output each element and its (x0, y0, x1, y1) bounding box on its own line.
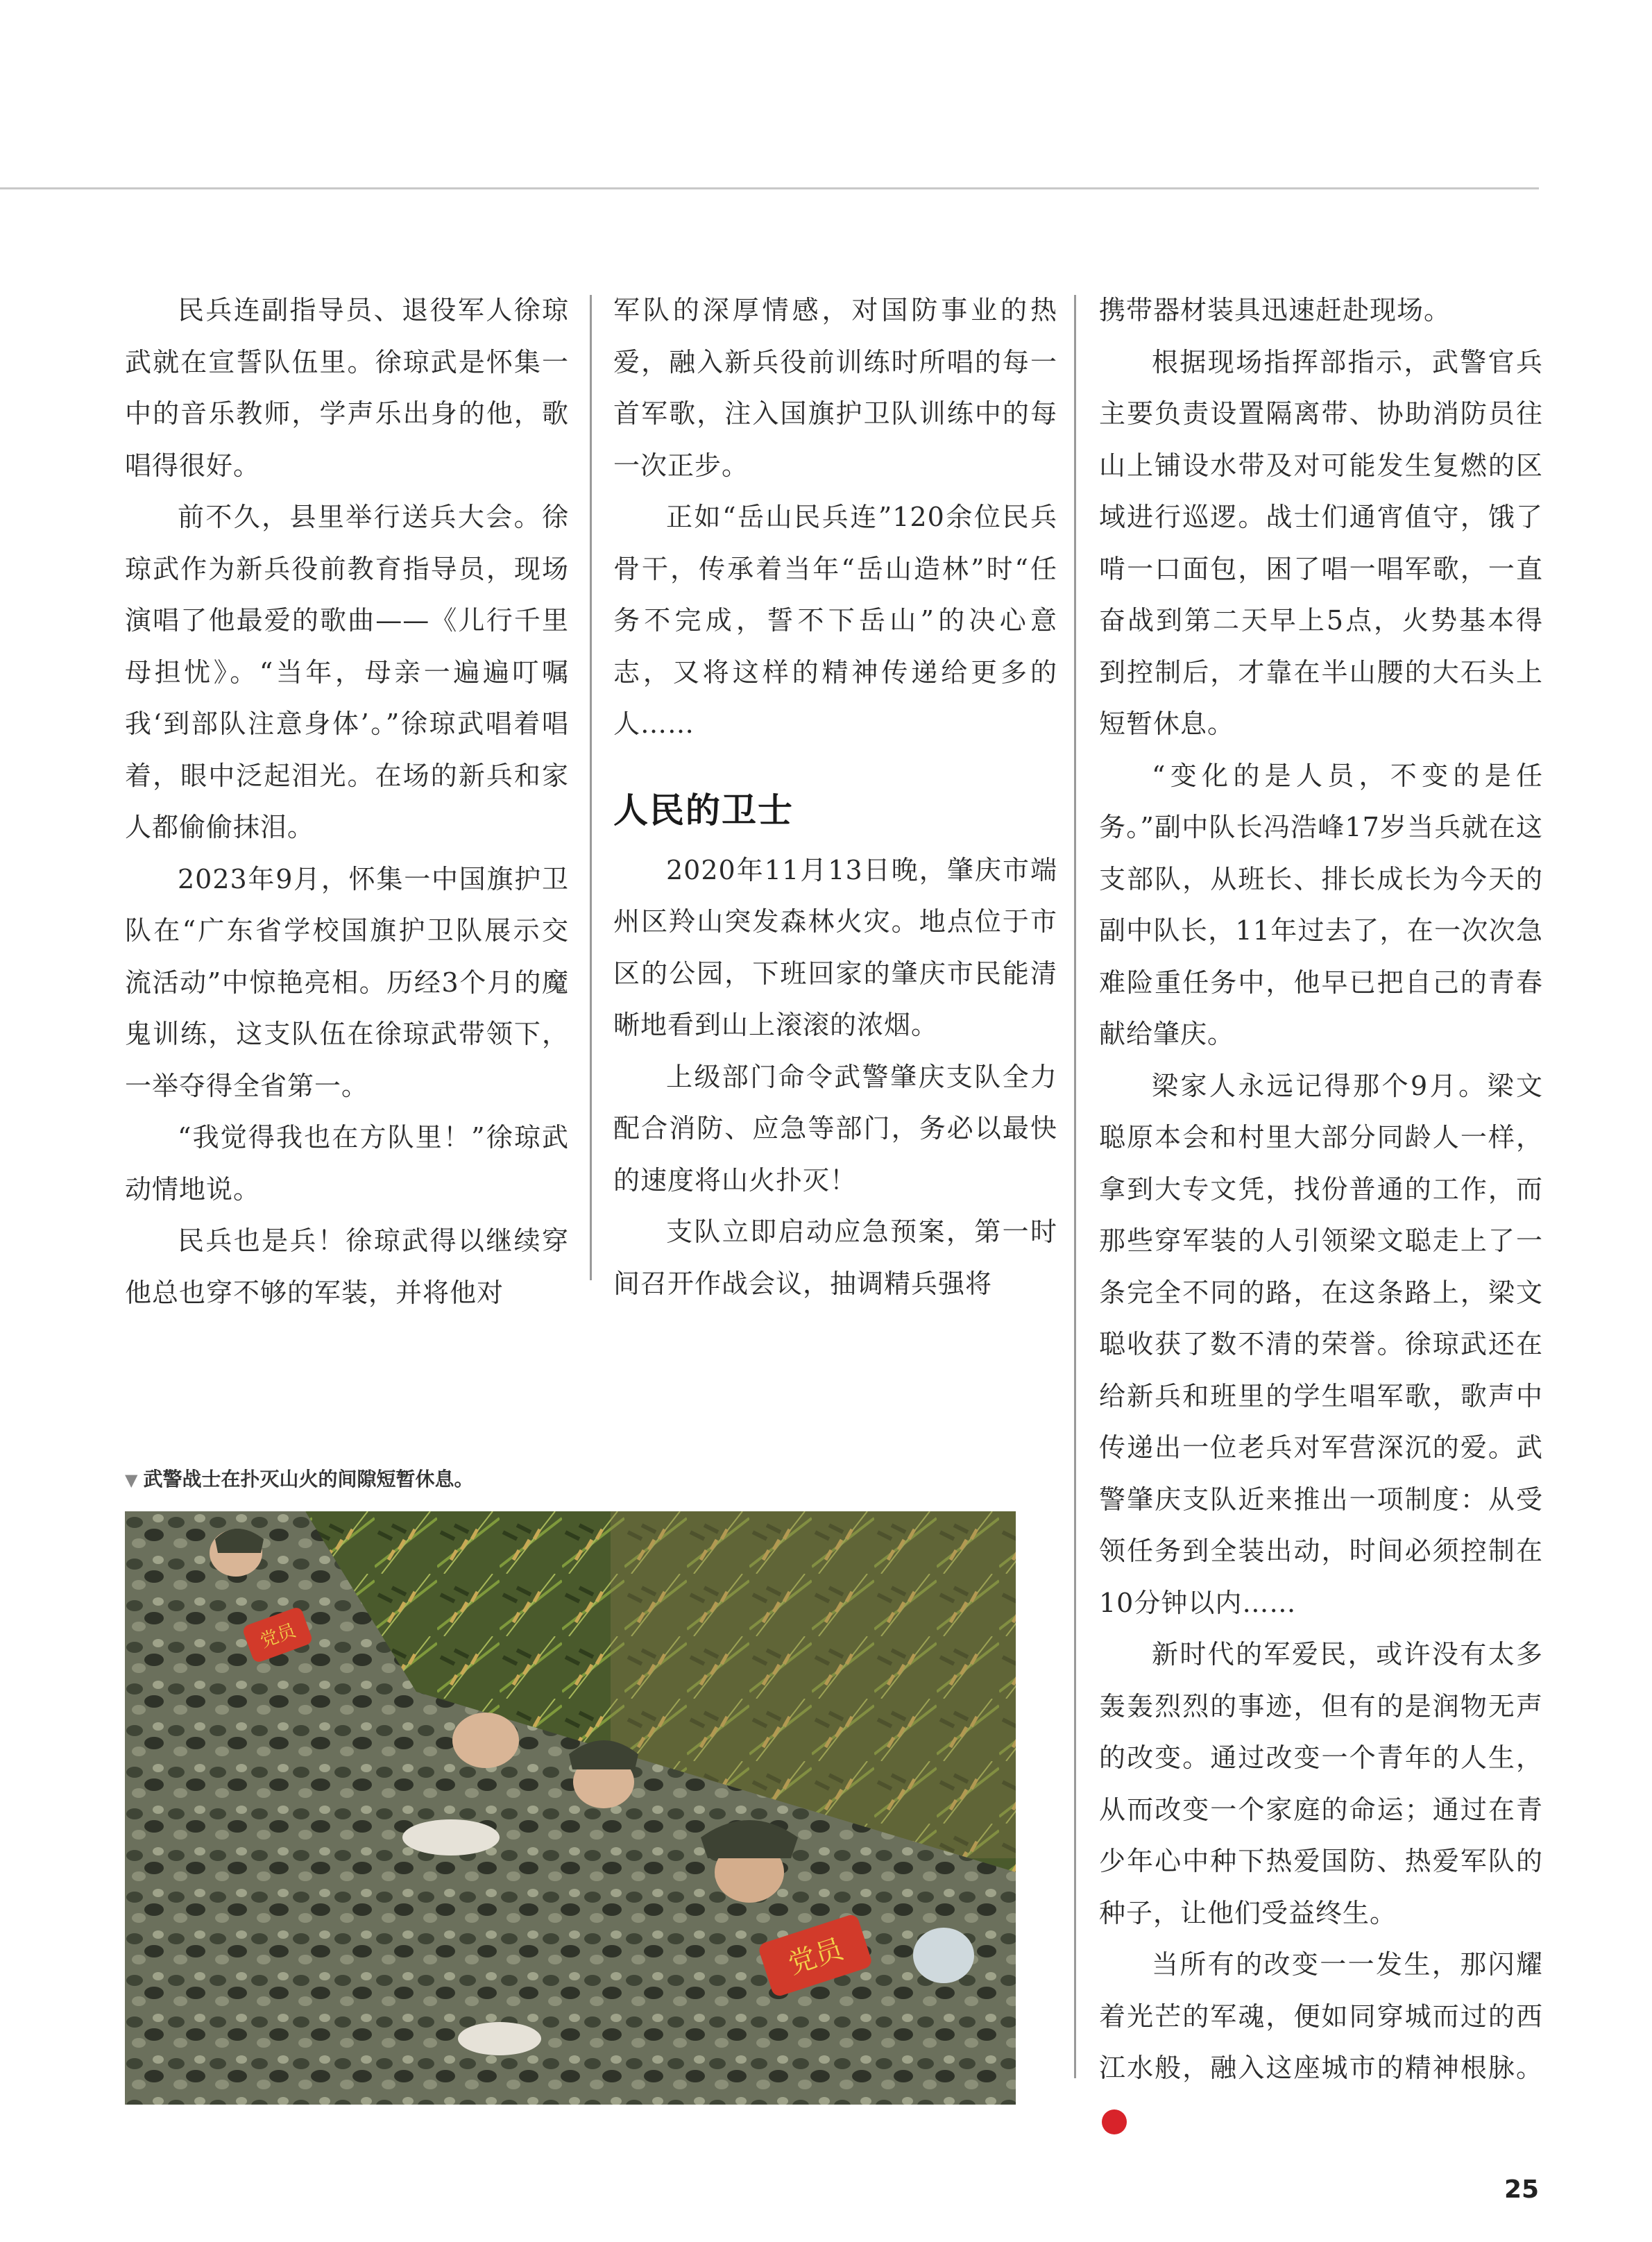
caption-text: 武警战士在扑灭山火的间隙短暂休息。 (143, 1468, 474, 1491)
page-number: 25 (1504, 2175, 1540, 2204)
paragraph: 根据现场指挥部指示，武警官兵主要负责设置隔离带、协助消防员往山上铺设水带及对可能发生复燃的区域进行巡逻。战士们通宵值守，饿了啃一口面包，困了唱一唱军歌，一直奋战到第二天早上5点，火势基本得到控制后，才靠在半山腰的大石头上短暂休息。 (1099, 346, 1543, 739)
paragraph: “变化的是人员，不变的是任务。”副中队长冯浩峰17岁当兵就在这支部队，从班长、排长成长为今天的副中队长，11年过去了，在一次次急难险重任务中，他早已把自己的青春献给肇庆。 (1099, 760, 1543, 1049)
paragraph-final (1099, 1939, 1543, 2146)
paragraph: “我觉得我也在方队里！”徐琼武动情地说。 (125, 1122, 569, 1205)
paragraph: 2020年11月13日晚，肇庆市端州区羚山突发森林火灾。地点位于市区的公园，下班回家的肇庆市民能清晰地看到山上滚滚的浓烟。 (613, 854, 1057, 1040)
caption-triangle-icon: ▼ (125, 1470, 138, 1490)
paragraph: 前不久，县里举行送兵大会。徐琼武作为新兵役前教育指导员，现场演唱了他最爱的歌曲——《儿行千里母担忧》。“当年，母亲一遍遍叮嘱我‘到部队注意身体’。”徐琼武唱着唱着，眼中泛起泪光。在场的新兵和家人都偷偷抹泪。 (125, 502, 569, 842)
paragraph: 上级部门命令武警肇庆支队全力配合消防、应急等部门，务必以最快的速度将山火扑灭！ (613, 1061, 1057, 1196)
paragraph: 梁家人永远记得那个9月。梁文聪原本会和村里大部分同龄人一样，拿到大专文凭，找份普通的工作，而那些穿军装的人引领梁文聪走上了一条完全不同的路，在这条路上，梁文聪收获了数不清的荣誉。徐琼武还在给新兵和班里的学生唱军歌，歌声中传递出一位老兵对军营深沉的爱。武警肇庆支队近来推出一项制度：从受领任务到全装出动，时间必须控制在10分钟以内…… (1099, 1070, 1543, 1618)
paragraph-text: 当所有的改变一一发生，那闪耀着光芒的军魂，便如同穿城而过的西江水般，融入这座城市的精神根脉。 (1099, 1949, 1543, 2083)
column-divider (590, 295, 592, 1280)
article-column-3 (1099, 285, 1543, 2146)
paragraph: 2023年9月，怀集一中国旗护卫队在“广东省学校国旗护卫队展示交流活动”中惊艳亮相。历经3个月的魔鬼训练，这支队伍在徐琼武带领下，一举夺得全省第一。 (125, 863, 569, 1101)
header-rule (0, 187, 1539, 189)
paragraph: 携带器材装具迅速赶赴现场。 (1099, 295, 1451, 325)
photo-resting-soldiers (125, 1511, 1016, 2105)
paragraph: 军队的深厚情感，对国防事业的热爱，融入新兵役前训练时所唱的每一首军歌，注入国旗护卫队训练中的每一次正步。 (613, 295, 1057, 481)
paragraph: 新时代的军爱民，或许没有太多轰轰烈烈的事迹，但有的是润物无声的改变。通过改变一个青年的人生，从而改变一个家庭的命运；通过在青少年心中种下热爱国防、热爱军队的种子，让他们受益终生。 (1099, 1639, 1543, 1928)
paragraph: 民兵也是兵！徐琼武得以继续穿他总也穿不够的军装，并将他对 (125, 1225, 569, 1308)
paragraph: 正如“岳山民兵连”120余位民兵骨干，传承着当年“岳山造林”时“任务不完成，誓不下岳山”的决心意志，又将这样的精神传递给更多的人…… (613, 502, 1057, 739)
end-mark-icon: N (1102, 2109, 1127, 2134)
armband-text: 党员 (784, 1933, 847, 1981)
photo-illustration (125, 1511, 1016, 2105)
section-heading: 人民的卫士 (613, 790, 794, 831)
article-column-2 (613, 285, 1057, 1309)
photo-caption (125, 1464, 473, 1492)
column-divider (1074, 295, 1076, 2078)
article-column-1 (125, 285, 569, 1318)
paragraph: 民兵连副指导员、退役军人徐琼武就在宣誓队伍里。徐琼武是怀集一中的音乐教师，学声乐出身的他，歌唱得很好。 (125, 295, 569, 481)
armband-text: 党员 (257, 1620, 299, 1652)
paragraph: 支队立即启动应急预案，第一时间召开作战会议，抽调精兵强将 (613, 1216, 1057, 1299)
